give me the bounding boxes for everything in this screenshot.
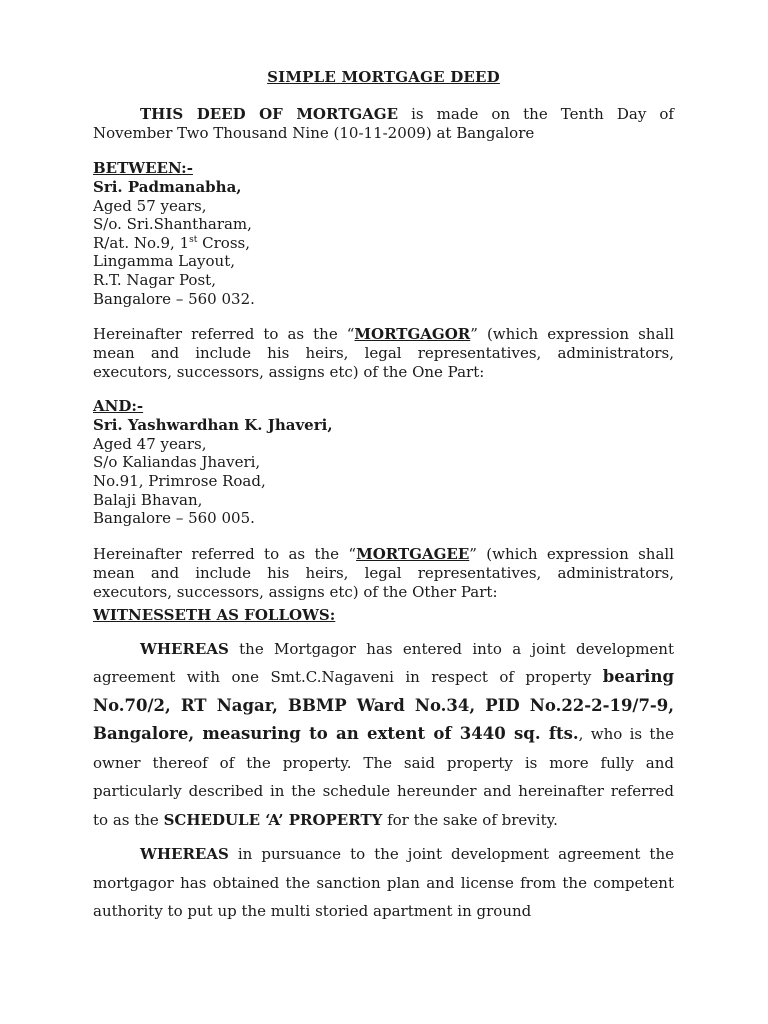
intro-text: is made on the Tenth Day of November Two Thousand Nine (10-11-2009) at Bangalore bbox=[93, 105, 674, 142]
mortgagee-address-line-2: Balaji Bhavan, bbox=[93, 490, 203, 509]
intro-lead: THIS DEED OF MORTGAGE bbox=[140, 105, 399, 123]
mortgagee-age: Aged 47 years, bbox=[93, 434, 207, 453]
mortgagee-relation: S/o Kaliandas Jhaveri, bbox=[93, 453, 261, 472]
mortgagee-name: Sri. Yashwardhan K. Jhaveri, bbox=[93, 416, 333, 435]
mortgagee-reference: Hereinafter referred to as the “MORTGAGEE” (which expression shall mean and include his heirs, legal representatives, administrators, executors, successors, assigns etc) of the Other Part: bbox=[93, 544, 675, 601]
mortgagee-address-line-3: Bangalore – 560 005. bbox=[93, 509, 255, 528]
document-title: SIMPLE MORTGAGE DEED bbox=[267, 68, 500, 86]
mortgagor-address-line-2: Lingamma Layout, bbox=[93, 252, 235, 271]
mortgagor-relation: S/o. Sri.Shantharam, bbox=[93, 215, 252, 234]
mortgagee-block bbox=[93, 416, 674, 528]
and-label: AND:- bbox=[93, 397, 144, 416]
mortgagor-term: MORTGAGOR bbox=[354, 325, 471, 344]
whereas-paragraph-2: WHEREAS in pursuance to the joint development agreement the mortgagor has obtained the sanction plan and license from the competent authority to put up the multi storied apartment in ground bbox=[93, 845, 674, 921]
mortgagor-address-line-4: Bangalore – 560 032. bbox=[93, 289, 255, 308]
intro-paragraph bbox=[93, 105, 674, 143]
mortgagor-address-line-3: R.T. Nagar Post, bbox=[93, 270, 216, 289]
mortgagee-term: MORTGAGEE bbox=[356, 544, 470, 563]
mortgagor-age: Aged 57 years, bbox=[93, 196, 207, 215]
schedule-a-property: SCHEDULE ‘A’ PROPERTY bbox=[163, 810, 383, 829]
mortgagee-address-line-1: No.91, Primrose Road, bbox=[93, 471, 266, 490]
property-description: bearing No.70/2, RT Nagar, BBMP Ward No.34, PID No.22-2-19/7-9, Bangalore, measuring to an extent of 3440 sq. fts. bbox=[93, 667, 674, 744]
witnesseth-heading: WITNESSETH AS FOLLOWS: bbox=[93, 605, 336, 624]
whereas-paragraph-1: WHEREAS the Mortgagor has entered into a joint development agreement with one Smt.C.Nagaveni in respect of property bearing No.70/2, RT Nagar, BBMP Ward No.34, PID No.22-2-19/7-9, Bangalore, measuring to an extent of 3440 sq. fts., who is the owner thereof of the property. The said property is more fully and particularly described in the schedule hereunder and hereinafter referred to as the SCHEDULE ‘A’ PROPERTY for the sake of brevity. bbox=[93, 639, 674, 829]
mortgagor-reference: Hereinafter referred to as the “MORTGAGOR” (which expression shall mean and include his heirs, legal representatives, administrators, executors, successors, assigns etc) of the One Part: bbox=[93, 325, 674, 382]
between-label: BETWEEN:- bbox=[93, 159, 193, 177]
mortgagor-name: Sri. Padmanabha, bbox=[93, 178, 242, 196]
mortgagor-address-line-1: R/at. No.9, 1st Cross, bbox=[93, 233, 251, 252]
mortgagor-block bbox=[93, 178, 674, 308]
